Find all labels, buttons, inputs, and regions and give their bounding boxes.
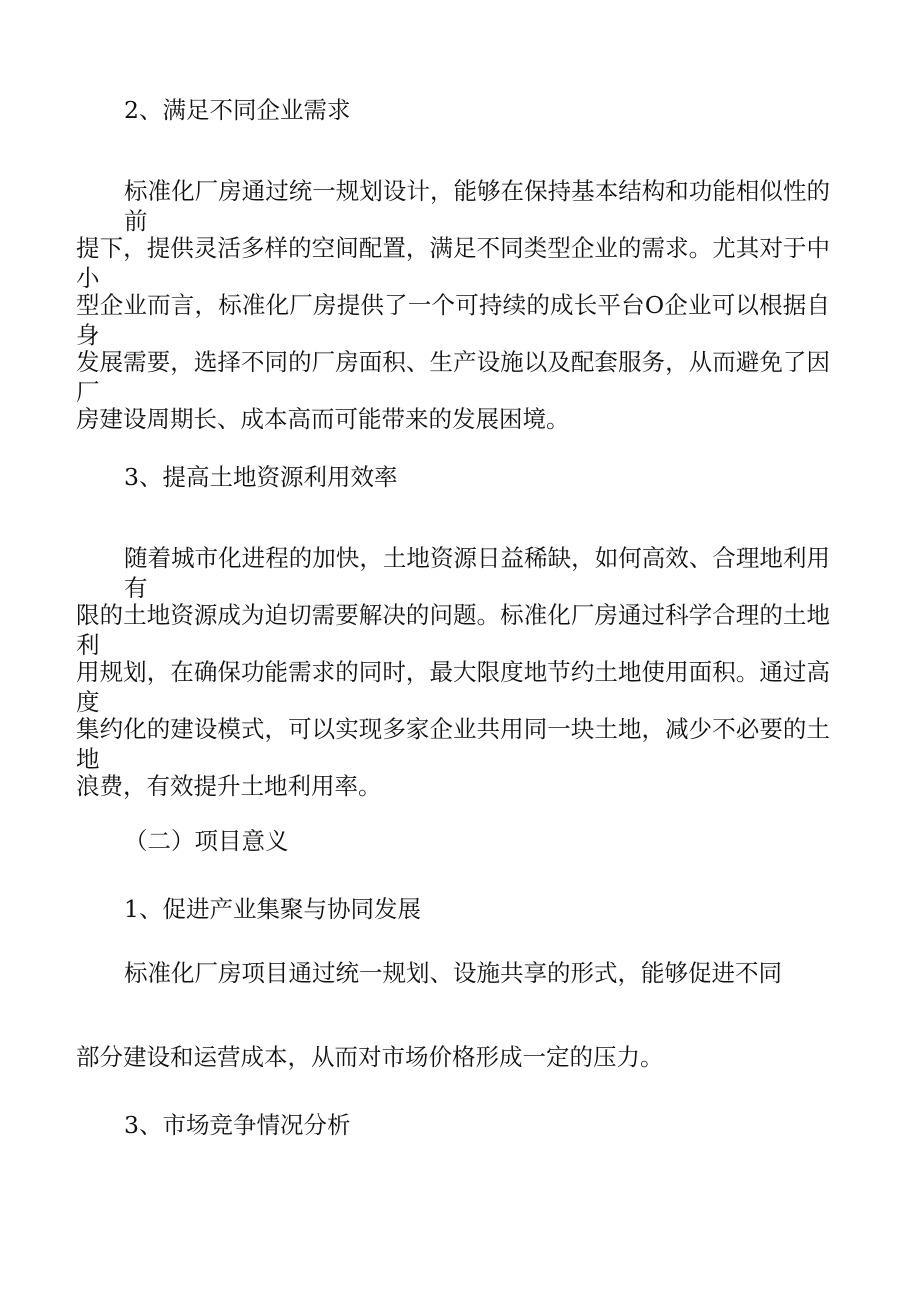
paragraph-4: 部分建设和运营成本，从而对市场价格形成一定的压力。 xyxy=(76,1043,664,1071)
paragraph-2-line-3: 用规划，在确保功能需求的同时，最大限度地节约土地使用面积。通过高度 xyxy=(76,658,830,716)
paragraph-1-line-4: 发展需要，选择不同的厂房面积、生产设施以及配套服务，从而避免了因厂 xyxy=(76,348,830,406)
section-heading-1: 1、促进产业集聚与协同发展 xyxy=(124,895,421,923)
paragraph-1-line-3: 型企业而言，标准化厂房提供了一个可持续的成长平台O企业可以根据自身 xyxy=(76,291,830,349)
section-heading-3: 3、提高土地资源利用效率 xyxy=(124,463,398,491)
paragraph-3: 标准化厂房项目通过统一规划、设施共享的形式，能够促进不同 xyxy=(124,959,782,987)
section-heading-market: 3、市场竞争情况分析 xyxy=(124,1111,351,1139)
paragraph-2-line-1: 随着城市化进程的加快，土地资源日益稀缺，如何高效、合理地利用有 xyxy=(124,544,830,602)
paragraph-1-line-1: 标准化厂房通过统一规划设计，能够在保持基本结构和功能相似性的前 xyxy=(124,177,830,235)
paragraph-2-line-5: 浪费，有效提升土地利用率。 xyxy=(76,772,382,800)
paragraph-2-line-4: 集约化的建设模式，可以实现多家企业共用同一块土地，减少不必要的土地 xyxy=(76,715,830,773)
paragraph-1-line-5: 房建设周期长、成本高而可能带来的发展困境。 xyxy=(76,405,570,433)
paragraph-2-line-2: 限的土地资源成为迫切需要解决的问题。标准化厂房通过科学合理的土地利 xyxy=(76,601,830,659)
section-heading-2: 2、满足不同企业需求 xyxy=(124,96,351,124)
section-heading-meaning: （二）项目意义 xyxy=(124,827,289,855)
paragraph-1-line-2: 提下，提供灵活多样的空间配置，满足不同类型企业的需求。尤其对于中小 xyxy=(76,234,830,292)
